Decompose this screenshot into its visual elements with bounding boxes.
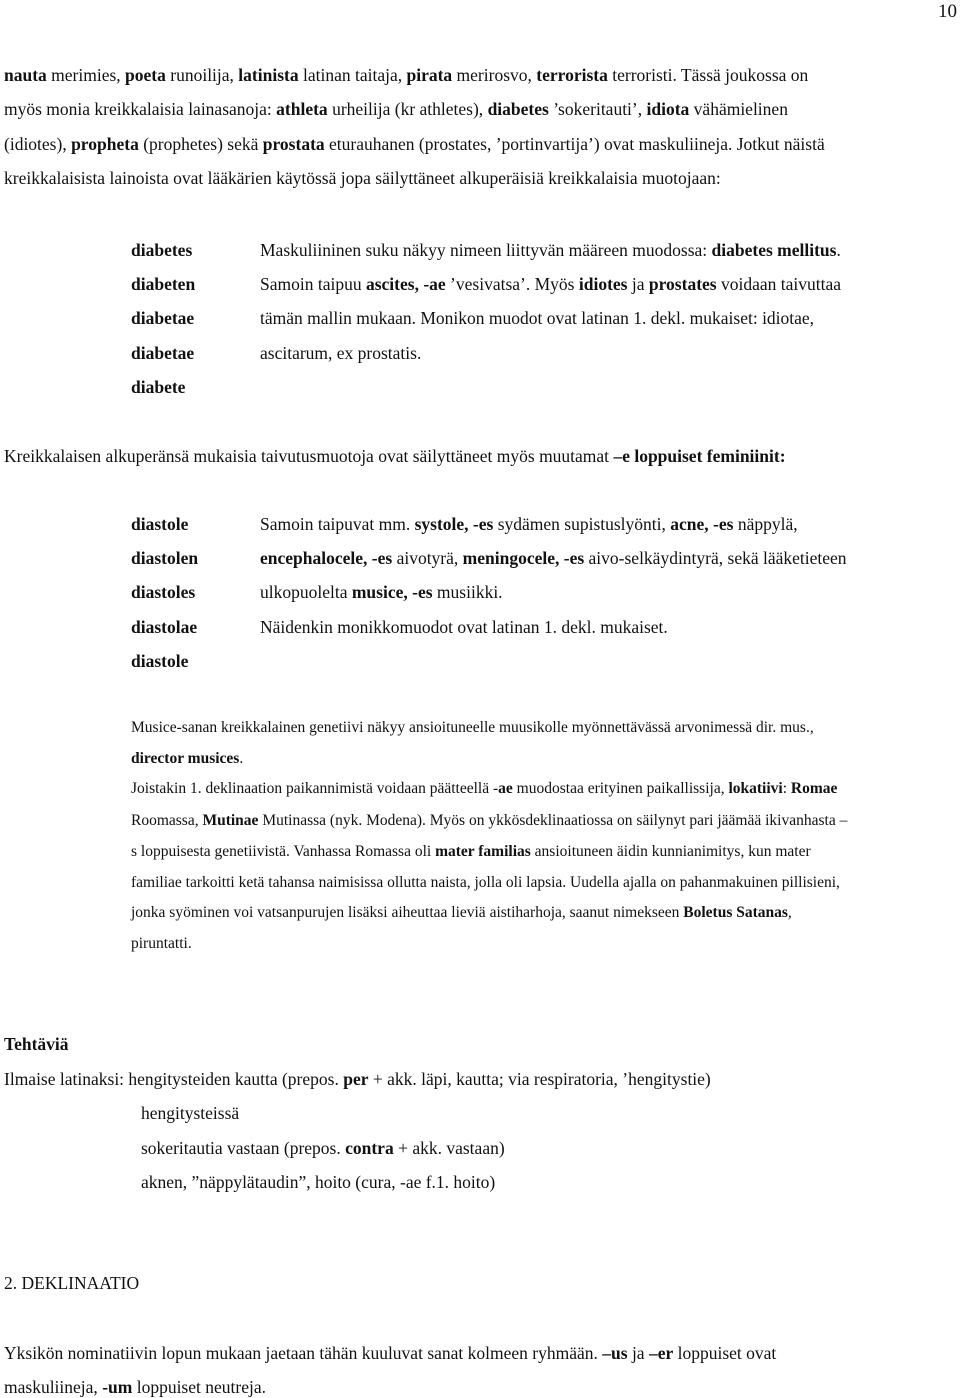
bold-term: diabetes <box>487 99 549 119</box>
bold-term: athleta <box>276 99 328 119</box>
task-line: hengitysteissä <box>141 1103 240 1123</box>
bold-term: diabetes mellitus <box>711 240 837 260</box>
bold-term: –er <box>648 1343 674 1363</box>
bold-term: systole, -es <box>414 514 494 534</box>
bold-term: Boletus Satanas <box>683 904 788 921</box>
bold-term: –us <box>602 1343 628 1363</box>
section-heading: 2. DEKLINAATIO <box>4 1273 140 1293</box>
section-text-line: Yksikön nominatiivin lopun mukaan jaetaan tähän kuuluvat sanat kolmeen ryhmään. –us ja –er loppuiset ovat <box>4 1343 777 1363</box>
bold-term: latinista <box>238 65 299 85</box>
intro-line: kreikkalaisista lainoista ovat lääkärien käytössä jopa säilyttäneet alkuperäisiä kreikkalaisia muotojaan: <box>4 168 721 188</box>
bold-term: prostates <box>648 274 717 294</box>
page-number: 10 <box>938 1 957 22</box>
intro-line: myös monia kreikkalaisia lainasanoja: athleta urheilija (kr athletes), diabetes ’sokeritauti’, idiota vähämielinen <box>4 99 788 119</box>
bold-term: terrorista <box>536 65 608 85</box>
diastole-note: Näidenkin monikkomuodot ovat latinan 1. dekl. mukaiset. <box>260 617 668 637</box>
note-line: piruntatti. <box>131 935 192 952</box>
bold-term: contra <box>345 1138 394 1158</box>
diabetes-form: diabetae <box>131 343 195 363</box>
bold-term: -um <box>102 1377 133 1397</box>
diabetes-note: ascitarum, ex prostatis. <box>260 343 422 363</box>
section-text-line: maskuliineja, -um loppuiset neutreja. <box>4 1377 266 1397</box>
diabetes-form: diabeten <box>131 274 196 294</box>
bold-term: pirata <box>406 65 453 85</box>
bold-term: ae <box>498 780 513 797</box>
diastole-note: ulkopuolelta musice, -es musiikki. <box>260 582 503 602</box>
feminine-heading: Kreikkalaisen alkuperänsä mukaisia taivutusmuotoja ovat säilyttäneet myös muutamat –e loppuiset feminiinit: <box>4 446 786 466</box>
bold-term: poeta <box>125 65 166 85</box>
intro-line: (idiotes), propheta (prophetes) sekä prostata eturauhanen (prostates, ’portinvartija’) ovat maskuliineja. Jotkut näistä <box>4 134 825 154</box>
diabetes-form: diabetes <box>131 240 193 260</box>
bold-term: nauta <box>4 65 47 85</box>
bold-term: encephalocele, -es <box>260 548 393 568</box>
task-line: Ilmaise latinaksi: hengitysteiden kautta (prepos. per + akk. läpi, kautta; via respiratoria, ’hengitystie) <box>4 1069 711 1089</box>
note-line: familiae tarkoitti ketä tahansa naimisissa ollutta naista, jolla oli lapsia. Uudella ajalla on pahanmakuinen pillisieni, <box>131 874 840 891</box>
note-line: jonka syöminen voi vatsanpurujen lisäksi aiheuttaa lieviä aistiharhoja, saanut nimekseen Boletus Satanas, <box>131 904 792 921</box>
bold-term: director musices <box>131 750 240 767</box>
diastole-form: diastoles <box>131 582 196 602</box>
diabetes-note: tämän mallin mukaan. Monikon muodot ovat latinan 1. dekl. mukaiset: idiotae, <box>260 308 815 328</box>
bold-term: –e loppuiset feminiinit: <box>613 446 786 466</box>
diabetes-form: diabetae <box>131 308 195 328</box>
bold-term: idiotes <box>578 274 628 294</box>
bold-term: lokatiivi <box>728 780 783 797</box>
bold-term: acne, -es <box>670 514 734 534</box>
bold-term: prostata <box>262 134 325 154</box>
bold-term: per <box>343 1069 369 1089</box>
tasks-heading: Tehtäviä <box>4 1034 69 1054</box>
diabetes-note: Samoin taipuu ascites, -ae ’vesivatsa’. Myös idiotes ja prostates voidaan taivuttaa <box>260 274 842 294</box>
note-line: director musices. <box>131 750 244 767</box>
note-line: Joistakin 1. deklinaation paikannimistä voidaan päätteellä -ae muodostaa erityinen paikallissija, lokatiivi: Romae <box>131 780 838 797</box>
bold-term: mater familias <box>435 843 531 860</box>
diastole-form: diastolen <box>131 548 199 568</box>
diastole-form: diastole <box>131 651 189 671</box>
diabetes-form: diabete <box>131 377 186 397</box>
bold-term: ascites, -ae <box>365 274 446 294</box>
intro-line: nauta merimies, poeta runoilija, latinista latinan taitaja, pirata merirosvo, terrorista terroristi. Tässä joukossa on <box>4 65 809 85</box>
task-line: aknen, ”näppylätaudin”, hoito (cura, -ae f.1. hoito) <box>141 1172 496 1192</box>
bold-term: Romae <box>790 780 838 797</box>
bold-term: Mutinae <box>202 812 259 829</box>
diastole-note: encephalocele, -es aivotyrä, meningocele, -es aivo-selkäydintyrä, sekä lääketieteen <box>260 548 847 568</box>
note-line: Musice-sanan kreikkalainen genetiivi näkyy ansioituneelle muusikolle myönnettävässä arvonimessä dir. mus., <box>131 719 814 736</box>
diastole-note: Samoin taipuvat mm. systole, -es sydämen supistuslyönti, acne, -es näppylä, <box>260 514 798 534</box>
bold-term: meningocele, -es <box>462 548 585 568</box>
note-line: s loppuisesta genetiivistä. Vanhassa Romassa oli mater familias ansioituneen äidin kunnianimitys, kun mater <box>131 843 811 860</box>
note-line: Roomassa, Mutinae Mutinassa (nyk. Modena). Myös on ykkösdeklinaatiossa on säilynyt pari jäämää ikivanhasta – <box>131 812 848 829</box>
bold-term: propheta <box>71 134 139 154</box>
diastole-form: diastolae <box>131 617 198 637</box>
bold-term: musice, -es <box>351 582 433 602</box>
bold-term: idiota <box>646 99 690 119</box>
diabetes-note: Maskuliininen suku näkyy nimeen liittyvän määreen muodossa: diabetes mellitus. <box>260 240 841 260</box>
diastole-form: diastole <box>131 514 189 534</box>
task-line: sokeritautia vastaan (prepos. contra + akk. vastaan) <box>141 1138 505 1158</box>
